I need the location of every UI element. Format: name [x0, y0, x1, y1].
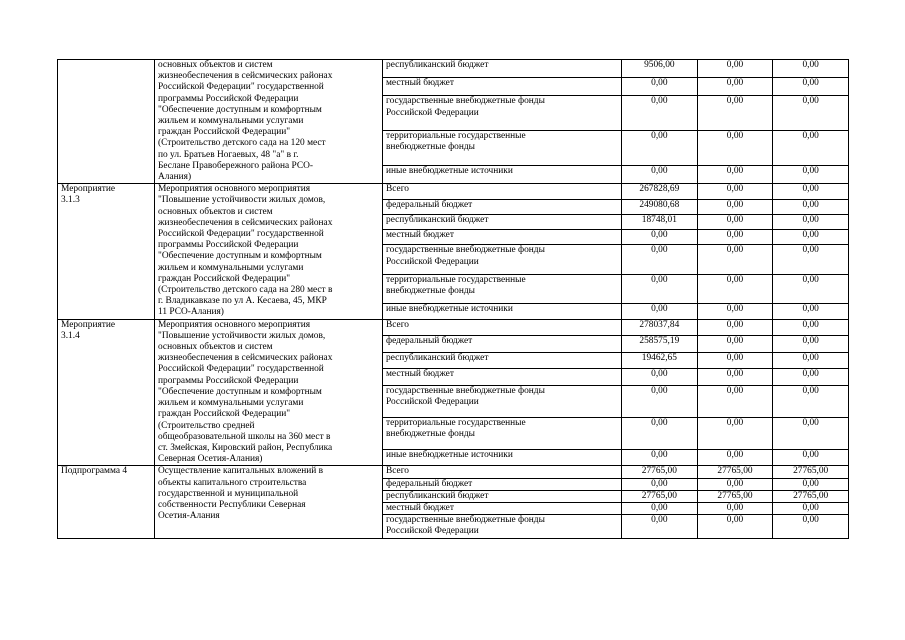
amount-cell-2: 0,00 [697, 336, 773, 353]
program-name-cell [58, 466, 155, 538]
funding-source: государственные внебюджетные фонды Российской Федерации [386, 96, 545, 118]
table-row [58, 184, 849, 199]
program-name-cell [58, 319, 155, 466]
amount-cell-3: 0,00 [773, 214, 849, 229]
amount-cell-1: 9506,00 [622, 60, 698, 78]
funding-source: Всего [386, 466, 409, 477]
amount-cell-3: 0,00 [773, 336, 849, 353]
amount-cell-1: 0,00 [622, 131, 698, 166]
amount-cell-3: 27765,00 [773, 490, 849, 502]
funding-source: территориальные государственные внебюджетные фонды [386, 417, 526, 440]
funding-table-body [58, 60, 849, 539]
amount-cell-2: 0,00 [697, 78, 773, 96]
amount-cell-1: 0,00 [622, 478, 698, 490]
amount-cell-1: 267828,69 [622, 184, 698, 199]
amount-cell-3: 0,00 [773, 199, 849, 214]
funding-source: Всего [386, 319, 409, 330]
program-description-cell [155, 184, 383, 319]
program-description-cell [155, 60, 383, 184]
amount-cell-3: 0,00 [773, 502, 849, 514]
amount-cell-3: 0,00 [773, 449, 849, 466]
amount-cell-1: 0,00 [622, 417, 698, 449]
funding-source-cell [383, 336, 622, 353]
amount-cell-2: 0,00 [697, 352, 773, 369]
amount-cell-3: 0,00 [773, 166, 849, 184]
funding-source: иные внебюджетные источники [386, 304, 513, 315]
funding-source: республиканский бюджет [386, 214, 489, 225]
funding-source-cell [383, 78, 622, 96]
amount-cell-1: 0,00 [622, 502, 698, 514]
amount-cell-2: 0,00 [697, 131, 773, 166]
amount-cell-2: 0,00 [697, 369, 773, 386]
amount-cell-2: 0,00 [697, 515, 773, 538]
program-description: основных объектов и систем жизнеобеспечения в сейсмических районах Российской Федерации" государственной программы Российской Федерации "Обеспечение доступным и комфортным жильем и коммунальными услугами граждан Российской Федерации" (Строительство детского сада на 120 мест по ул. Братьев Ногаевых, 48 "а" в г. Беслане Правобережного района РСО- Алания) [158, 60, 333, 183]
funding-source: местный бюджет [386, 230, 454, 241]
amount-cell-2: 0,00 [697, 245, 773, 274]
funding-source-cell [383, 245, 622, 274]
amount-cell-1: 0,00 [622, 245, 698, 274]
funding-source: территориальные государственные внебюджетные фонды [386, 131, 526, 153]
program-description: Осуществление капитальных вложений в объекты капитального строительства государственной и муниципальной собственности Республики Северная Осетия-Алания [158, 466, 324, 522]
amount-cell-3: 0,00 [773, 515, 849, 538]
amount-cell-3: 0,00 [773, 478, 849, 490]
funding-source: местный бюджет [386, 78, 454, 89]
funding-source: государственные внебюджетные фонды Российской Федерации [386, 245, 545, 267]
funding-source-cell [383, 166, 622, 184]
funding-source: государственные внебюджетные фонды Российской Федерации [386, 515, 545, 537]
funding-source-cell [383, 502, 622, 514]
program-description-cell [155, 466, 383, 538]
funding-source-cell [383, 515, 622, 538]
program-description-cell [155, 319, 383, 466]
funding-source-cell [383, 417, 622, 449]
amount-cell-3: 0,00 [773, 60, 849, 78]
table-row [58, 466, 849, 478]
funding-source: государственные внебюджетные фонды Российской Федерации [386, 386, 545, 408]
amount-cell-2: 0,00 [697, 502, 773, 514]
amount-cell-2: 0,00 [697, 230, 773, 245]
amount-cell-2: 0,00 [697, 214, 773, 229]
amount-cell-2: 0,00 [697, 199, 773, 214]
amount-cell-3: 0,00 [773, 78, 849, 96]
amount-cell-2: 0,00 [697, 386, 773, 418]
program-description: Мероприятия основного мероприятия "Повышение устойчивости жилых домов, основных объектов и систем жизнеобеспечения в сейсмических районах Российской Федерации" государственной программы Российской Федерации "Обеспечение доступным и комфортным жильем и коммунальными услугами граждан Российской Федерации" (Строительство средней общеобразовательной школы на 360 мест в ст. Змейская, Кировский район, Республика Северная Осетия-Алания) [158, 319, 333, 465]
amount-cell-3: 0,00 [773, 96, 849, 131]
amount-cell-2: 0,00 [697, 478, 773, 490]
funding-source-cell [383, 131, 622, 166]
funding-source: республиканский бюджет [386, 60, 489, 70]
amount-cell-1: 249080,68 [622, 199, 698, 214]
amount-cell-3: 27765,00 [773, 466, 849, 478]
amount-cell-1: 0,00 [622, 230, 698, 245]
funding-table [57, 59, 849, 539]
amount-cell-2: 0,00 [697, 274, 773, 303]
amount-cell-1: 258575,19 [622, 336, 698, 353]
funding-source-cell [383, 369, 622, 386]
amount-cell-2: 0,00 [697, 96, 773, 131]
funding-source-cell [383, 199, 622, 214]
program-name-cell [58, 60, 155, 184]
funding-source: федеральный бюджет [386, 336, 473, 347]
amount-cell-3: 0,00 [773, 304, 849, 319]
funding-source-cell [383, 214, 622, 229]
funding-source: иные внебюджетные источники [386, 166, 513, 177]
amount-cell-3: 0,00 [773, 230, 849, 245]
funding-source-cell [383, 96, 622, 131]
amount-cell-3: 0,00 [773, 386, 849, 418]
funding-source-cell [383, 386, 622, 418]
funding-source: Всего [386, 184, 409, 195]
amount-cell-3: 0,00 [773, 417, 849, 449]
funding-source-cell [383, 274, 622, 303]
funding-source-cell [383, 184, 622, 199]
funding-source-cell [383, 478, 622, 490]
funding-source: федеральный бюджет [386, 199, 473, 210]
funding-source-cell [383, 490, 622, 502]
amount-cell-1: 0,00 [622, 449, 698, 466]
program-name: Мероприятие 3.1.3 [61, 184, 116, 206]
funding-source-cell [383, 230, 622, 245]
amount-cell-2: 0,00 [697, 304, 773, 319]
funding-source: иные внебюджетные источники [386, 449, 513, 460]
amount-cell-3: 0,00 [773, 369, 849, 386]
funding-source-cell [383, 449, 622, 466]
funding-source-cell [383, 319, 622, 336]
funding-source-cell [383, 466, 622, 478]
amount-cell-3: 0,00 [773, 131, 849, 166]
program-name-cell [58, 184, 155, 319]
table-row [58, 319, 849, 336]
amount-cell-1: 0,00 [622, 78, 698, 96]
funding-source: местный бюджет [386, 502, 454, 513]
funding-source: республиканский бюджет [386, 352, 489, 363]
amount-cell-3: 0,00 [773, 245, 849, 274]
amount-cell-2: 27765,00 [697, 466, 773, 478]
amount-cell-1: 0,00 [622, 304, 698, 319]
amount-cell-1: 27765,00 [622, 490, 698, 502]
funding-source-cell [383, 304, 622, 319]
amount-cell-2: 0,00 [697, 319, 773, 336]
amount-cell-1: 27765,00 [622, 466, 698, 478]
table-row [58, 60, 849, 78]
amount-cell-1: 0,00 [622, 386, 698, 418]
amount-cell-1: 0,00 [622, 274, 698, 303]
amount-cell-1: 18748,01 [622, 214, 698, 229]
amount-cell-3: 0,00 [773, 184, 849, 199]
amount-cell-2: 0,00 [697, 166, 773, 184]
amount-cell-2: 0,00 [697, 184, 773, 199]
program-description: Мероприятия основного мероприятия "Повышение устойчивости жилых домов, основных объектов и систем жизнеобеспечения в сейсмических районах Российской Федерации" государственной программы Российской Федерации "Обеспечение доступным и комфортным жильем и коммунальными услугами граждан Российской Федерации" (Строительство детского сада на 280 мест в г. Владикавказе по ул А. Кесаева, 45, МКР 11 РСО-Алания) [158, 184, 333, 318]
amount-cell-1: 0,00 [622, 96, 698, 131]
funding-source: федеральный бюджет [386, 478, 473, 489]
amount-cell-1: 0,00 [622, 166, 698, 184]
funding-source-cell [383, 352, 622, 369]
amount-cell-2: 0,00 [697, 60, 773, 78]
program-name: Подпрограмма 4 [61, 466, 128, 477]
funding-source-cell [383, 60, 622, 78]
amount-cell-3: 0,00 [773, 274, 849, 303]
amount-cell-1: 0,00 [622, 515, 698, 538]
amount-cell-2: 27765,00 [697, 490, 773, 502]
program-name: Мероприятие 3.1.4 [61, 319, 116, 341]
amount-cell-1: 19462,65 [622, 352, 698, 369]
funding-source: территориальные государственные внебюджетные фонды [386, 274, 526, 297]
amount-cell-2: 0,00 [697, 417, 773, 449]
amount-cell-2: 0,00 [697, 449, 773, 466]
amount-cell-3: 0,00 [773, 319, 849, 336]
amount-cell-1: 278037,84 [622, 319, 698, 336]
amount-cell-1: 0,00 [622, 369, 698, 386]
amount-cell-3: 0,00 [773, 352, 849, 369]
funding-source: республиканский бюджет [386, 490, 489, 501]
funding-source: местный бюджет [386, 369, 454, 380]
